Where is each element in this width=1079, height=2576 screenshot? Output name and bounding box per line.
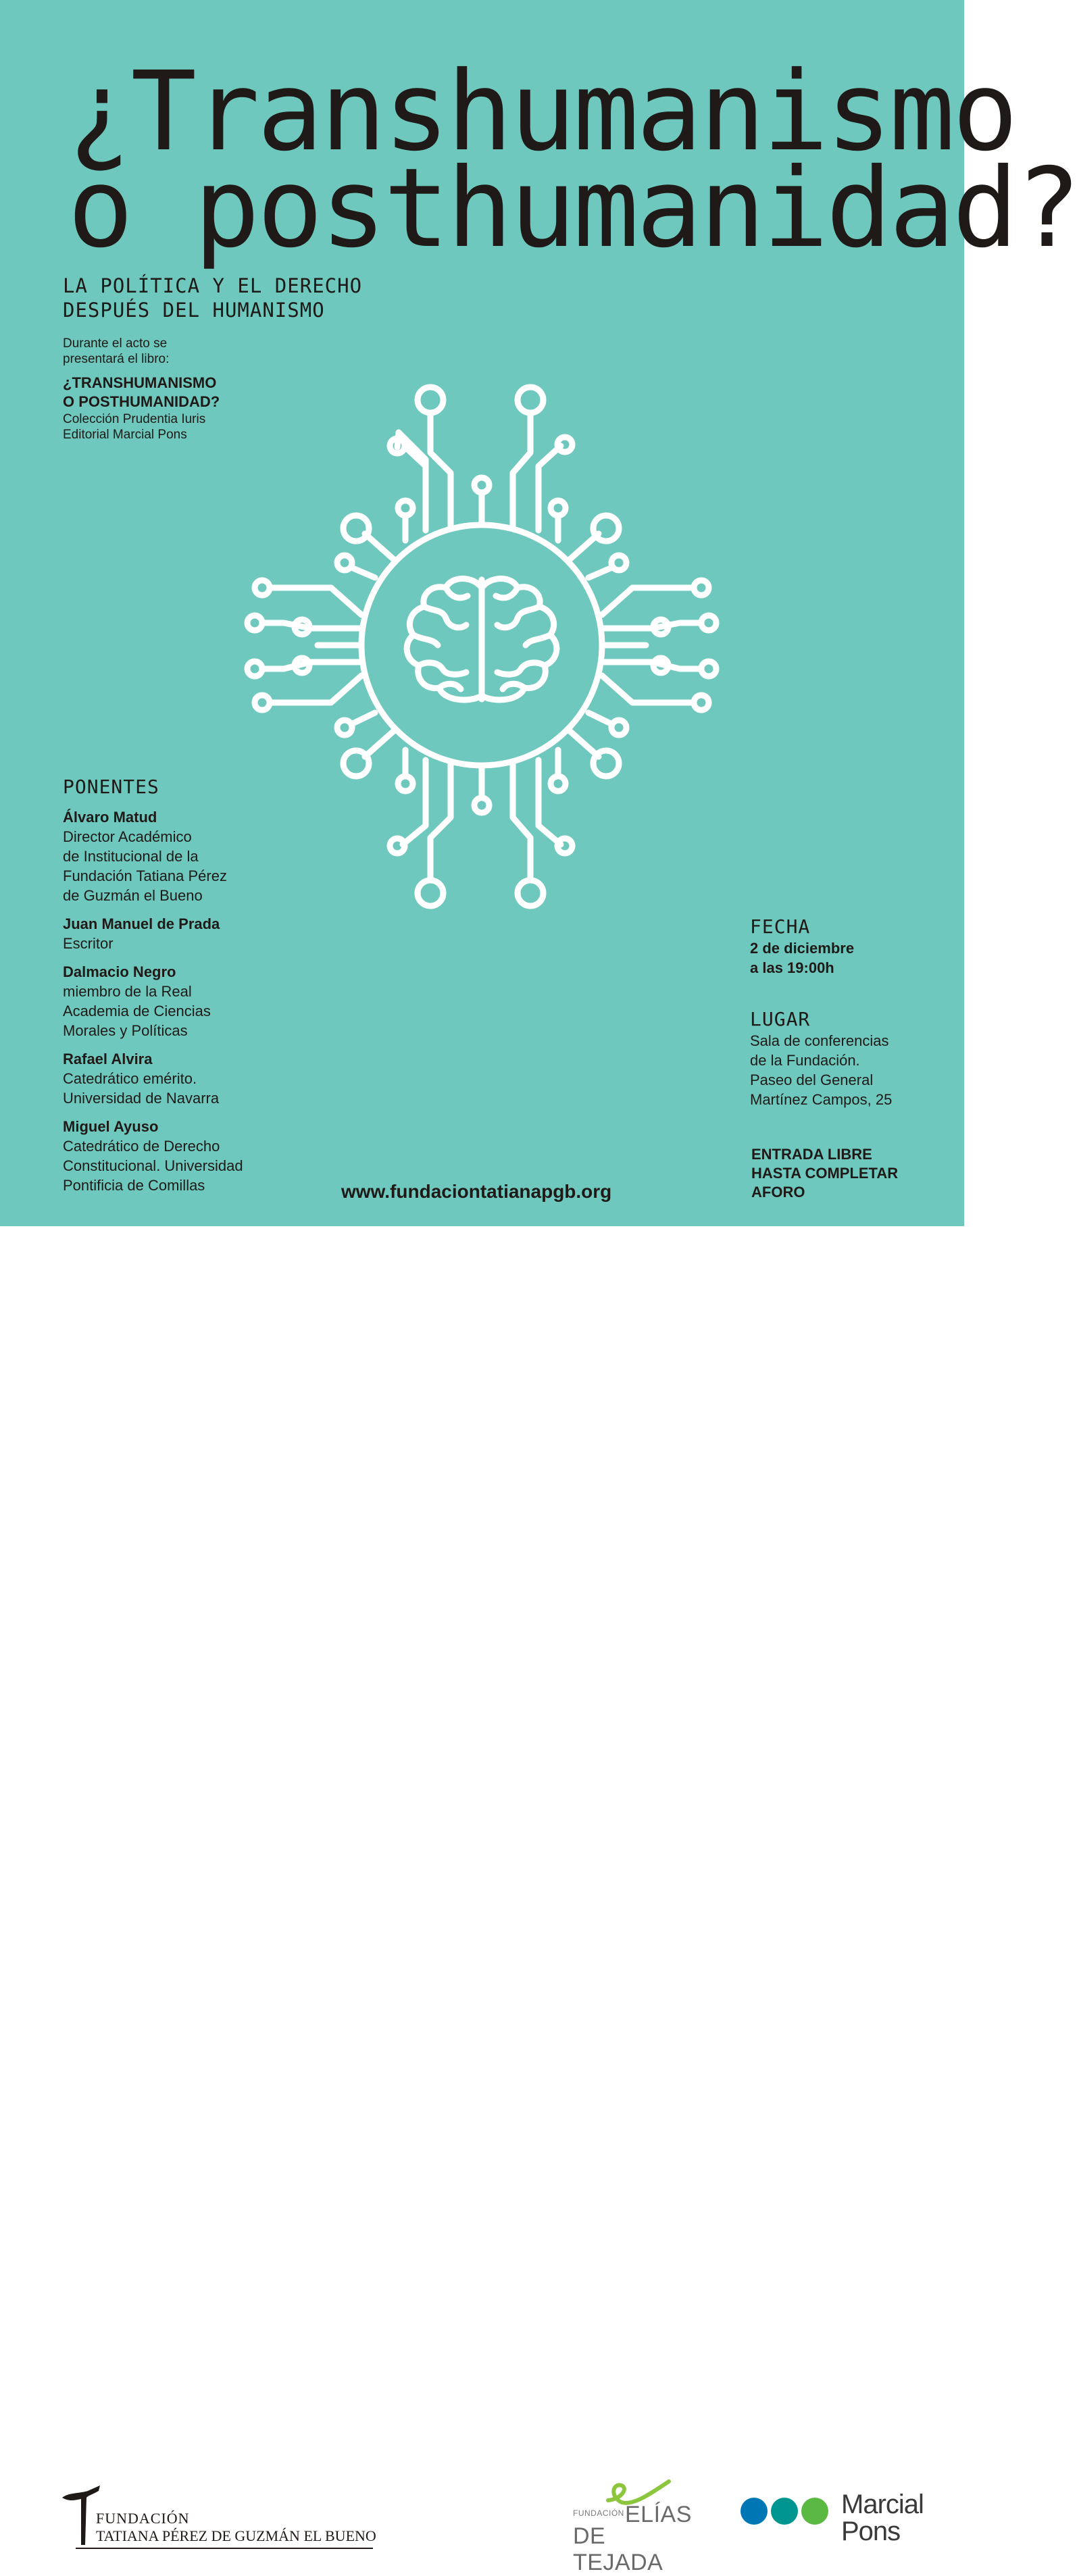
book-intro-line-2: presentará el libro: [63,352,170,366]
speaker-role: Academia de Ciencias [63,1003,211,1019]
website-link[interactable]: www.fundaciontatianapgb.org [341,1181,612,1202]
entrada-line-3: AFORO [751,1184,805,1201]
t-monogram-icon [61,2483,101,2550]
lugar-line: de la Fundación. [750,1052,860,1069]
speaker-role: Fundación Tatiana Pérez [63,867,227,884]
marcial-pons-logo [740,2490,943,2550]
speaker [63,1049,279,1108]
speaker-role: de Institucional de la [63,848,199,865]
speaker-role: Universidad de Navarra [63,1090,220,1107]
elias-line-2: DE TEJADA [573,2523,663,2575]
speaker-role: Catedrático de Derecho [63,1138,220,1155]
speaker-role: Escritor [63,935,114,952]
fecha-date: 2 de diciembre [750,940,855,957]
lugar-line: Paseo del General [750,1071,874,1088]
elias-small-label: FUNDACIÓN [573,2508,624,2518]
speakers-list [63,807,279,1204]
poster-background [0,0,1079,1226]
book-title-line-1: ¿TRANSHUMANISMO [63,374,217,391]
fundacion-elias-de-tejada-logo [571,2475,696,2575]
mp-line-1: Marcial [841,2490,924,2519]
fundacion-tatiana-logo [61,2483,378,2550]
speaker-name: Álvaro Matud [63,809,157,826]
three-dots-icon [740,2496,834,2526]
ponentes-heading: PONENTES [63,776,159,798]
poster-title-line-2: o posthumanidad? [68,145,1079,272]
entrada-libre [751,1145,898,1202]
entrada-line-2: HASTA COMPLETAR [751,1165,899,1182]
lugar-block [750,1008,892,1109]
book-title-line-2: O POSTHUMANIDAD? [63,393,220,410]
brain-circuit-icon [240,375,726,915]
footer-logos [0,1226,964,2575]
ftp-underline [76,2548,373,2549]
poster-subtitle [63,274,362,322]
speaker-role: de Guzmán el Bueno [63,887,203,904]
entrada-line-1: ENTRADA LIBRE [751,1146,872,1163]
book-collection: Colección Prudentia Iuris [63,412,206,426]
speaker-name: Miguel Ayuso [63,1118,159,1135]
subtitle-line-1: LA POLÍTICA Y EL DERECHO [63,274,363,297]
speaker [63,807,279,905]
speaker-role: Constitucional. Universidad [63,1157,243,1174]
fecha-block [750,915,854,978]
ftp-name-line-2: TATIANA PÉREZ DE GUZMÁN EL BUENO [96,2527,376,2544]
speaker-name: Juan Manuel de Prada [63,915,220,932]
book-intro-line-1: Durante el acto se [63,336,168,351]
elias-line-1: ELÍAS [625,2502,692,2527]
book-publisher: Editorial Marcial Pons [63,428,187,442]
lugar-line: Martínez Campos, 25 [750,1091,893,1108]
speaker-role: miembro de la Real [63,983,192,1000]
mp-line-2: Pons [841,2517,901,2546]
speaker [63,962,279,1040]
speaker [63,914,279,953]
book-presentation [63,336,220,443]
subtitle-line-2: DESPUÉS DEL HUMANISMO [63,299,325,322]
ftp-name-line-1: FUNDACIÓN [96,2510,190,2527]
speaker-role: Pontificia de Comillas [63,1177,205,1194]
lugar-heading: LUGAR [750,1008,811,1030]
fecha-time: a las 19:00h [750,959,834,976]
speaker-role: Morales y Políticas [63,1022,188,1039]
speaker [63,1117,279,1195]
speaker-name: Rafael Alvira [63,1051,153,1067]
speaker-role: Director Académico [63,828,192,845]
speaker-name: Dalmacio Negro [63,963,176,980]
speaker-role: Catedrático emérito. [63,1070,197,1087]
lugar-line: Sala de conferencias [750,1032,889,1049]
poster-title-line-1: ¿Transhumanismo [68,49,1015,176]
fecha-heading: FECHA [750,915,811,938]
